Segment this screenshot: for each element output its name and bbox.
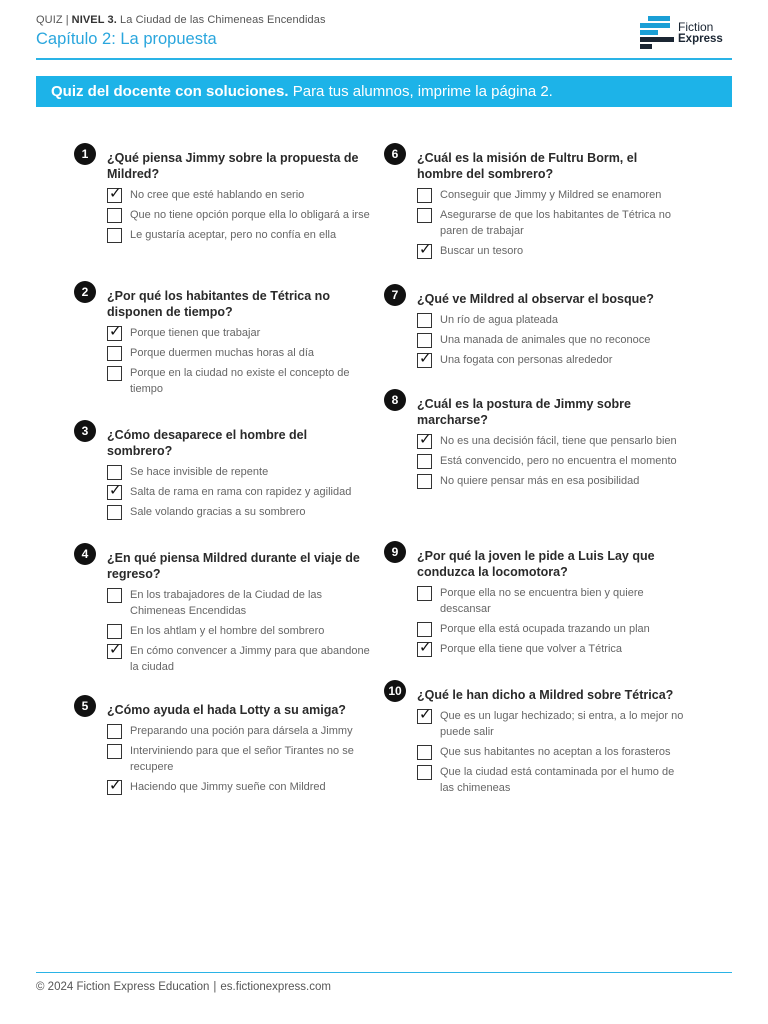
answer-option-label: Un río de agua plateada	[440, 314, 559, 326]
question-text: ¿Cuál es la postura de Jimmy sobre marcharse?	[417, 397, 631, 427]
answer-option[interactable]	[417, 332, 684, 348]
answer-option[interactable]	[107, 325, 374, 341]
answer-option[interactable]	[107, 464, 374, 480]
checkbox-checked-icon[interactable]	[107, 185, 122, 203]
footer-separator: |	[213, 981, 217, 993]
page-footer	[36, 981, 331, 993]
book-title: La Ciudad de las Chimeneas Encendidas	[120, 14, 326, 26]
checkbox-icon[interactable]	[417, 745, 432, 760]
fiction-express-logo	[640, 14, 732, 52]
answer-option-label: Preparando una poción para dársela a Jimmy	[130, 725, 353, 737]
answer-option[interactable]	[417, 621, 684, 637]
page-header	[36, 14, 732, 58]
answer-option-label: Una manada de animales que no reconoce	[440, 334, 651, 346]
breadcrumb-separator: |	[65, 14, 69, 26]
checkbox-icon[interactable]	[107, 208, 122, 223]
banner-text: Para tus alumnos, imprime la página 2.	[292, 83, 553, 100]
answer-option-label: Porque ella está ocupada trazando un plan	[440, 623, 650, 635]
checkbox-checked-icon[interactable]	[417, 431, 432, 449]
answer-option[interactable]	[107, 504, 374, 520]
answer-option[interactable]	[417, 352, 684, 368]
checkmark-icon: ✓	[109, 323, 122, 340]
checkbox-icon[interactable]	[107, 744, 122, 759]
question-text: ¿Qué le han dicho a Mildred sobre Tétrica?	[417, 688, 674, 702]
checkbox-icon[interactable]	[417, 208, 432, 223]
checkmark-icon: ✓	[419, 350, 432, 367]
question-number-badge: 3	[74, 420, 96, 442]
answer-option-label: No cree que esté hablando en serio	[130, 189, 305, 201]
answer-option[interactable]	[107, 723, 374, 739]
answer-option[interactable]	[417, 243, 684, 259]
question-text: ¿En qué piensa Mildred durante el viaje de regreso?	[107, 551, 360, 581]
checkbox-icon[interactable]	[417, 622, 432, 637]
checkmark-icon: ✓	[109, 777, 122, 794]
copyright-text: © 2024 Fiction Express Education	[36, 981, 210, 993]
answer-options	[417, 433, 684, 489]
checkbox-icon[interactable]	[107, 588, 122, 603]
answer-option-label: Que es un lugar hechizado; si entra, a lo mejor no puede salir	[440, 710, 684, 738]
checkbox-checked-icon[interactable]	[107, 323, 122, 341]
quiz-label: QUIZ	[36, 14, 63, 26]
header-divider	[36, 58, 732, 60]
answer-option[interactable]	[107, 227, 374, 243]
answer-option[interactable]	[107, 643, 374, 675]
question-number-badge: 10	[384, 680, 406, 702]
answer-option-label: No es una decisión fácil, tiene que pensarlo bien	[440, 435, 677, 447]
answer-option-label: Se hace invisible de repente	[130, 466, 269, 478]
answer-options	[417, 312, 684, 368]
answer-option[interactable]	[417, 473, 684, 489]
question-3	[74, 420, 374, 524]
checkbox-icon[interactable]	[417, 333, 432, 348]
checkbox-icon[interactable]	[107, 228, 122, 243]
answer-option[interactable]	[107, 207, 374, 223]
checkmark-icon: ✓	[109, 185, 122, 202]
checkbox-checked-icon[interactable]	[417, 350, 432, 368]
answer-option-label: Sale volando gracias a su sombrero	[130, 506, 306, 518]
question-2	[74, 281, 374, 401]
question-9	[384, 541, 684, 661]
checkbox-icon[interactable]	[107, 505, 122, 520]
level-label: NIVEL 3.	[71, 14, 117, 26]
question-text: ¿Cuál es la misión de Fultru Borm, el hombre del sombrero?	[417, 151, 638, 181]
answer-option[interactable]	[417, 585, 684, 617]
question-5	[74, 695, 374, 799]
checkbox-icon[interactable]	[107, 624, 122, 639]
checkbox-checked-icon[interactable]	[107, 777, 122, 795]
answer-option[interactable]	[417, 433, 684, 449]
answer-option[interactable]	[107, 365, 374, 397]
answer-option[interactable]	[417, 708, 684, 740]
answer-option[interactable]	[107, 587, 374, 619]
checkbox-icon[interactable]	[417, 765, 432, 780]
question-text: ¿Qué piensa Jimmy sobre la propuesta de Mildred?	[107, 151, 359, 181]
question-text: ¿Cómo desaparece el hombre del sombrero?	[107, 428, 308, 458]
question-number-badge: 7	[384, 284, 406, 306]
checkmark-icon: ✓	[419, 241, 432, 258]
answer-options	[107, 723, 374, 795]
answer-option[interactable]	[417, 312, 684, 328]
question-number-badge: 4	[74, 543, 96, 565]
logo-text: Fiction Express	[678, 20, 723, 45]
checkbox-icon[interactable]	[107, 346, 122, 361]
question-7	[384, 284, 684, 372]
answer-option-label: Le gustaría aceptar, pero no confía en ella	[130, 229, 337, 241]
question-number-badge: 5	[74, 695, 96, 717]
checkbox-icon[interactable]	[417, 188, 432, 203]
question-8	[384, 389, 684, 493]
answer-option[interactable]	[107, 187, 374, 203]
question-1	[74, 143, 374, 247]
checkbox-icon[interactable]	[107, 465, 122, 480]
answer-options	[417, 187, 684, 259]
question-6	[384, 143, 684, 263]
question-text: ¿Por qué la joven le pide a Luis Lay que conduzca la locomotora?	[417, 549, 655, 579]
question-number-badge: 6	[384, 143, 406, 165]
question-10	[384, 680, 684, 800]
checkbox-icon[interactable]	[107, 724, 122, 739]
answer-option-label: No quiere pensar más en esa posibilidad	[440, 475, 640, 487]
answer-option-label: Asegurarse de que los habitantes de Tétrica no paren de trabajar	[440, 209, 671, 237]
checkmark-icon: ✓	[419, 639, 432, 656]
checkmark-icon: ✓	[419, 706, 432, 723]
teacher-banner	[36, 76, 732, 107]
answer-option-label: Salta de rama en rama con rapidez y agilidad	[130, 486, 352, 498]
answer-option-label: Buscar un tesoro	[440, 245, 524, 257]
answer-option[interactable]	[107, 743, 374, 775]
banner-bold-text: Quiz del docente con soluciones.	[51, 83, 289, 100]
answer-options	[417, 708, 684, 796]
checkbox-icon[interactable]	[107, 366, 122, 381]
answer-option-label: Porque en la ciudad no existe el concepto de tiempo	[130, 367, 350, 395]
checkbox-icon[interactable]	[417, 586, 432, 601]
checkbox-checked-icon[interactable]	[107, 482, 122, 500]
answer-option[interactable]	[417, 744, 684, 760]
logo-bars-icon	[640, 16, 674, 50]
question-text: ¿Qué ve Mildred al observar el bosque?	[417, 292, 654, 306]
checkbox-checked-icon[interactable]	[107, 641, 122, 659]
question-text: ¿Por qué los habitantes de Tétrica no disponen de tiempo?	[107, 289, 330, 319]
answer-option[interactable]	[107, 484, 374, 500]
answer-option[interactable]	[417, 207, 684, 239]
answer-option-label: Haciendo que Jimmy sueñe con Mildred	[130, 781, 326, 793]
checkbox-icon[interactable]	[417, 313, 432, 328]
answer-option[interactable]	[417, 764, 684, 796]
question-text: ¿Cómo ayuda el hada Lotty a su amiga?	[107, 703, 346, 717]
question-number-badge: 2	[74, 281, 96, 303]
answer-option-label: Porque ella no se encuentra bien y quiere descansar	[440, 587, 644, 615]
chapter-title: Capítulo 2: La propuesta	[36, 30, 217, 48]
answer-option[interactable]	[417, 187, 684, 203]
question-number-badge: 8	[384, 389, 406, 411]
checkbox-checked-icon[interactable]	[417, 241, 432, 259]
footer-divider	[36, 972, 732, 973]
answer-option-label: En los ahtlam y el hombre del sombrero	[130, 625, 325, 637]
answer-option-label: Está convencido, pero no encuentra el momento	[440, 455, 677, 467]
answer-options	[107, 464, 374, 520]
answer-options	[107, 187, 374, 243]
answer-option-label: Que la ciudad está contaminada por el humo de las chimeneas	[440, 766, 675, 794]
answer-option-label: Que sus habitantes no aceptan a los forasteros	[440, 746, 671, 758]
checkbox-checked-icon[interactable]	[417, 706, 432, 724]
website-link[interactable]: es.fictionexpress.com	[220, 981, 331, 993]
question-number-badge: 1	[74, 143, 96, 165]
checkmark-icon: ✓	[109, 482, 122, 499]
checkmark-icon: ✓	[419, 431, 432, 448]
checkbox-icon[interactable]	[417, 474, 432, 489]
checkbox-icon[interactable]	[417, 454, 432, 469]
answer-option[interactable]	[417, 453, 684, 469]
answer-option-label: Que no tiene opción porque ella lo obligará a irse	[130, 209, 370, 221]
breadcrumb	[36, 14, 732, 26]
answer-option[interactable]	[417, 641, 684, 657]
checkmark-icon: ✓	[109, 641, 122, 658]
answer-option-label: Conseguir que Jimmy y Mildred se enamoren	[440, 189, 662, 201]
answer-options	[417, 585, 684, 657]
answer-option-label: Porque tienen que trabajar	[130, 327, 261, 339]
answer-option[interactable]	[107, 623, 374, 639]
checkbox-checked-icon[interactable]	[417, 639, 432, 657]
answer-option[interactable]	[107, 779, 374, 795]
answer-option-label: Una fogata con personas alrededor	[440, 354, 613, 366]
answer-options	[107, 587, 374, 675]
answer-option-label: Interviniendo para que el señor Tirantes no se recupere	[130, 745, 354, 773]
question-number-badge: 9	[384, 541, 406, 563]
answer-options	[107, 325, 374, 397]
answer-option-label: En cómo convencer a Jimmy para que abandone la ciudad	[130, 645, 370, 673]
answer-option[interactable]	[107, 345, 374, 361]
answer-option-label: Porque ella tiene que volver a Tétrica	[440, 643, 623, 655]
answer-option-label: Porque duermen muchas horas al día	[130, 347, 315, 359]
question-4	[74, 543, 374, 679]
answer-option-label: En los trabajadores de la Ciudad de las Chimeneas Encendidas	[130, 589, 323, 617]
